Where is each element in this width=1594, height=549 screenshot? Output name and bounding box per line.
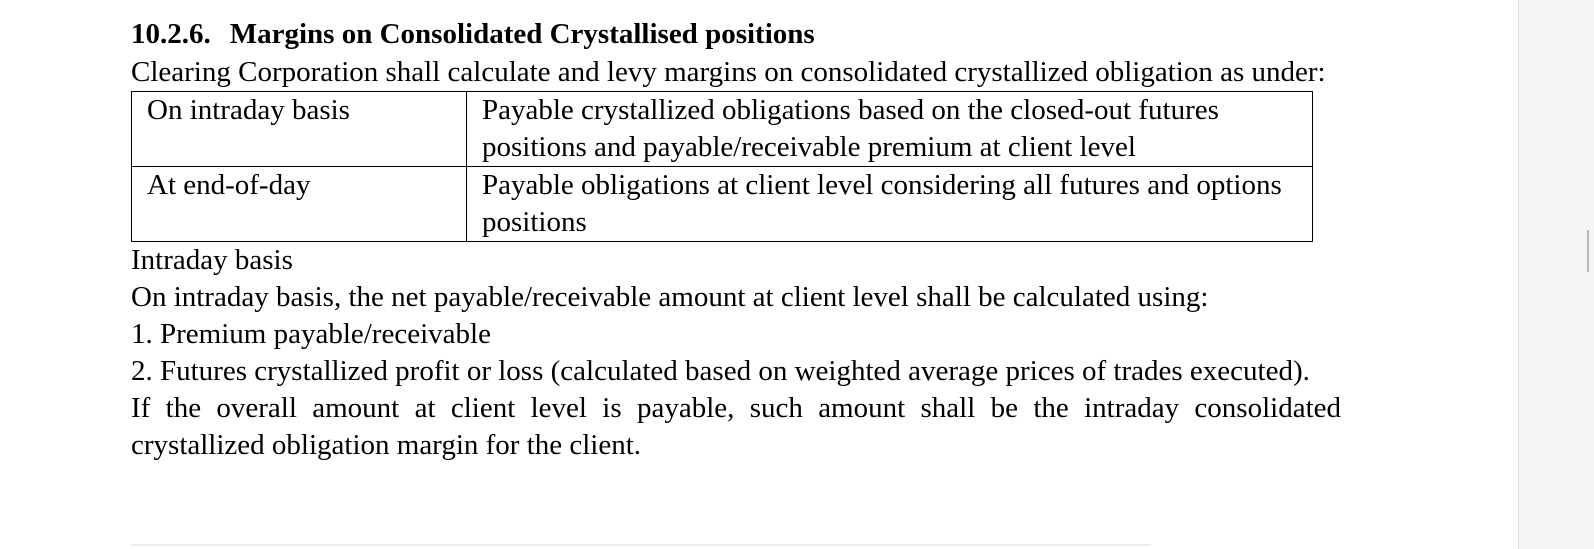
description-cell: Payable obligations at client level considering all futures and options positions xyxy=(467,167,1313,242)
section-number: 10.2.6. xyxy=(131,18,211,50)
conclusion-paragraph: If the overall amount at client level is payable, such amount shall be the intraday consolidated crystallized obligation margin for the client. xyxy=(131,392,1341,461)
basis-cell: At end-of-day xyxy=(132,167,467,242)
list-item: 1. Premium payable/receivable xyxy=(131,318,491,350)
document-content xyxy=(131,14,1341,464)
table-row xyxy=(132,167,1313,242)
intraday-lead: On intraday basis, the net payable/receivable amount at client level shall be calculated using: xyxy=(131,281,1209,313)
section-title: Margins on Consolidated Crystallised positions xyxy=(229,18,815,50)
table-row xyxy=(132,92,1313,167)
intro-paragraph: Clearing Corporation shall calculate and levy margins on consolidated crystallized obligation as under: xyxy=(131,56,1326,88)
section-heading xyxy=(131,14,1341,54)
right-scroll-gutter[interactable] xyxy=(1518,0,1594,549)
basis-cell: On intraday basis xyxy=(132,92,467,167)
page-divider xyxy=(131,544,1151,546)
intraday-subheading: Intraday basis xyxy=(131,244,293,276)
scroll-marker[interactable] xyxy=(1587,230,1589,272)
obligation-table xyxy=(131,91,1313,242)
list-item: 2. Futures crystallized profit or loss (calculated based on weighted average prices of trades executed). xyxy=(131,355,1310,387)
description-cell: Payable crystallized obligations based on the closed-out futures positions and payable/receivable premium at client level xyxy=(467,92,1313,167)
